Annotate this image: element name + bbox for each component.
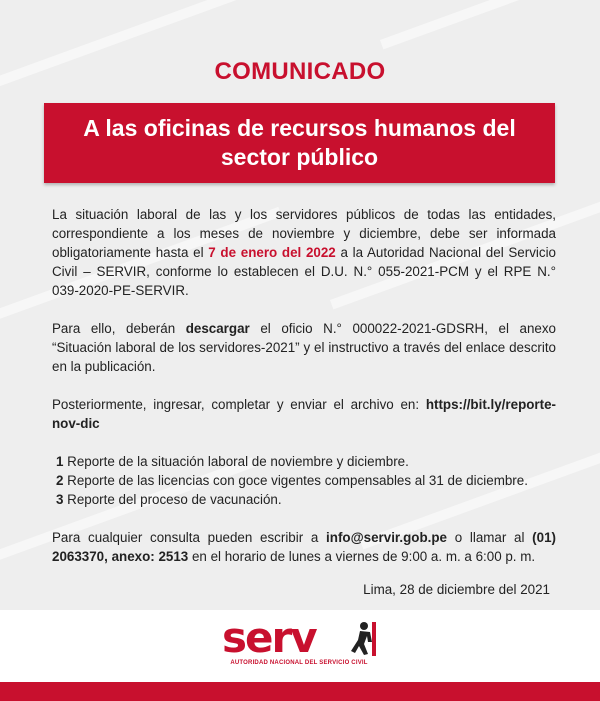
- servir-logo: [222, 613, 382, 672]
- logo-word: serv: [222, 613, 316, 662]
- download-keyword: descargar: [185, 321, 250, 336]
- text: Posteriormente, ingresar, completar y enviar el archivo en:: [52, 397, 426, 412]
- reports-list: [56, 452, 556, 509]
- announcement-body: [52, 205, 556, 585]
- report-link[interactable]: https://bit.ly/reporte-nov-dic: [52, 397, 556, 431]
- paragraph-deadline: [52, 205, 556, 300]
- list-item: [56, 471, 556, 490]
- footer-bar: [0, 682, 600, 701]
- issue-date: Lima, 28 de diciembre del 2021: [363, 582, 550, 597]
- text: Para ello, deberán: [52, 321, 186, 336]
- pushing-figure-icon: [342, 620, 382, 662]
- item-text: Reporte del proceso de vacunación.: [63, 492, 282, 507]
- text: en el horario de lunes a viernes de 9:00 a. m. a 6:00 p. m.: [188, 549, 536, 564]
- logo-wordmark: [222, 613, 316, 662]
- text: el oficio N.° 000022-2021-GDSRH, el anexo “Situación laboral de los servidores-2021” y el instructivo a través del enlace descrito en la publicación.: [52, 321, 556, 374]
- contact-phone: (01) 2063370, anexo: 2513: [52, 530, 556, 564]
- text: La situación laboral de las y los servidores públicos de todas las entidades, correspondiente a los meses de noviembre y diciembre, debe ser informada obligatoriamente hasta el: [52, 207, 556, 260]
- list-item: [56, 490, 556, 509]
- audience-banner: [44, 103, 555, 183]
- logo-subtitle: AUTORIDAD NACIONAL DEL SERVICIO CIVIL: [230, 660, 368, 666]
- page-title: COMUNICADO: [214, 58, 386, 85]
- list-item: [56, 452, 556, 471]
- paragraph-submit: [52, 395, 556, 433]
- text: Para cualquier consulta pueden escribir a: [52, 530, 327, 545]
- paragraph-contact: [52, 528, 556, 566]
- item-number: 2: [56, 473, 64, 488]
- item-text: Reporte de la situación laboral de noviembre y diciembre.: [63, 454, 409, 469]
- item-number: 1: [56, 454, 64, 469]
- item-number: 3: [56, 492, 64, 507]
- decorative-stripe: [380, 0, 600, 49]
- text: o llamar al: [447, 530, 533, 545]
- deadline-date: 7 de enero del 2022: [208, 245, 336, 260]
- banner-text: A las oficinas de recursos humanos del sector público: [83, 115, 516, 170]
- contact-email[interactable]: info@servir.gob.pe: [326, 530, 447, 545]
- item-text: Reporte de las licencias con goce vigentes compensables al 31 de diciembre.: [63, 473, 528, 488]
- text: a la Autoridad Nacional del Servicio Civil – SERVIR, conforme lo establecen el D.U. N.° 055-2021-PCM y el RPE N.° 039-2020-PE-SERVIR.: [52, 245, 556, 298]
- paragraph-download: [52, 319, 556, 376]
